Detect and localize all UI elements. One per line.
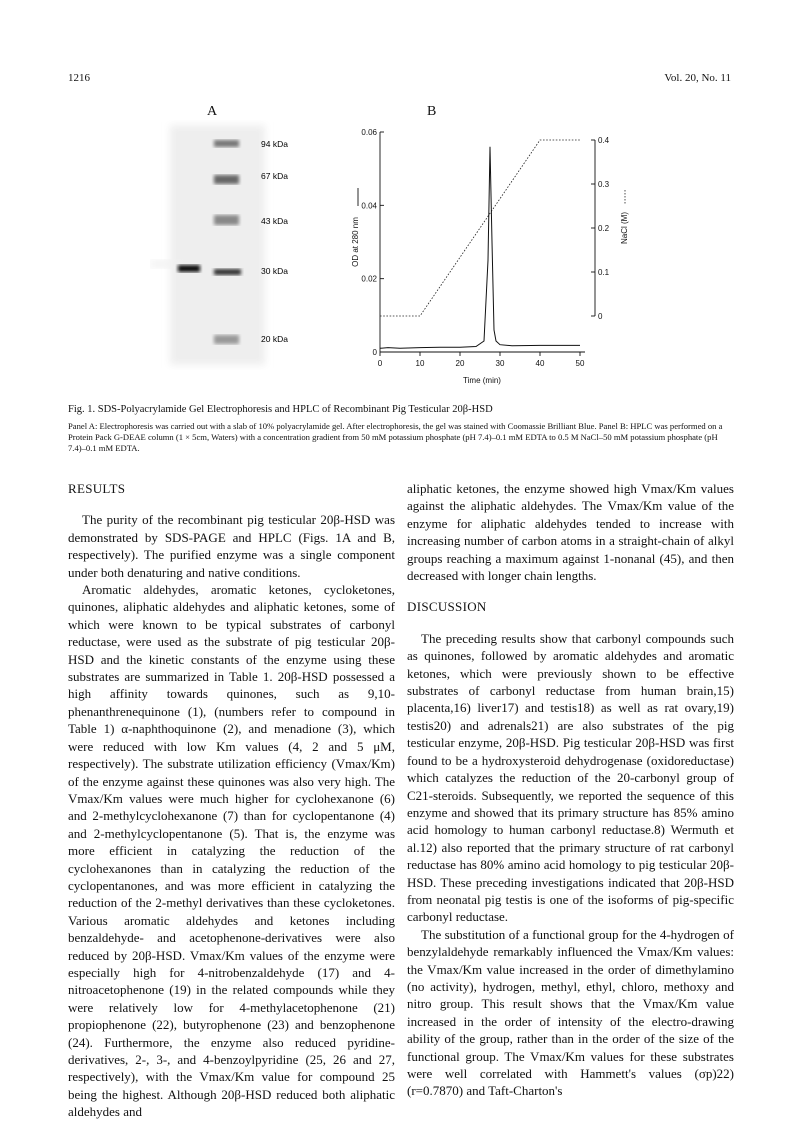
left-column xyxy=(68,480,395,1121)
x-tick-label: 20 xyxy=(455,359,465,368)
band-43kda xyxy=(214,215,239,225)
marker-label: 67 kDa xyxy=(261,171,288,181)
paragraph: Aromatic aldehydes, aromatic ketones, cycloketones, quinones, aliphatic aldehydes and aliphatic ketones, some of which were known to be typical substrates of carbonyl reductase, were used as the substrate of pig testicular 20β-HSD and the kinetic constants of the enzyme using these substrates are summarized in Table 1. 20β-HSD possessed a high affinity towards quinones, such as 9,10-phenanthrenequinone (1), (numbers refer to compound in Table 1) α-naphthoquinone (2), and menadione (3), which were reduced with low Km values (4, 2 and 5 μM, respectively). The substrate utilization efficiency (Vmax/Km) of the enzyme against these quinones was also very high. The Vmax/Km values were much higher for cyclohexanone (6) and 2-methylcyclohexanone (7) than for cyclopentanone (4) and 2-methylcyclopentanone (5). That is, the enzyme was more efficient in catalyzing the reduction of the cyclohexanones than in catalyzing the reduction of the cyclopentanones, and was more efficient in catalyzing the reduction of the 2-methyl derivatives than these cycloketones. Various aromatic aldehydes and ketones including benzaldehyde- and acetophenone-derivatives were also reduced by 20β-HSD. Vmax/Km values of the enzyme were especially high for 4-nitrobenzaldehyde (17) and 4-nitroacetophenone (19) in the related compounds while they were relatively low for 4-methylacetophenone (21) propiophenone (22), butyrophenone (23) and benzophenone (24). Furthermore, the enzyme also reduced pyridine-derivatives, 2-, 3-, and 4-benzoylpyridine (25, 26 and 27, respectively), with the Vmax/Km value for compound 25 being the highest. Although 20β-HSD reduced both aliphatic aldehydes and xyxy=(68,582,395,1120)
figure-legend: Panel A: Electrophoresis was carried out with a slab of 10% polyacrylamide gel. After electrophoresis, the gel was stained with Coomassie Brilliant Blue. Panel B: HPLC was performed on a Protein Pack G-DEAE column (1 × 5cm, Waters) with a concentration gradient from 50 mM potassium phosphate (pH 7.4)–0.1 mM EDTA to 0.5 M NaCl–50 mM potassium phosphate (pH 7.4)–0.1 mM EDTA. xyxy=(68,421,723,453)
y2-tick-label: 0 xyxy=(598,312,603,321)
nacl-gradient-line xyxy=(380,140,580,316)
panel-a-label: A xyxy=(207,104,218,119)
figure-caption: Fig. 1. SDS-Polyacrylamide Gel Electrophoresis and HPLC of Recombinant Pig Testicular 20β-HSD xyxy=(68,404,493,415)
x-axis-label: Time (min) xyxy=(463,376,501,385)
marker-label: 30 kDa xyxy=(261,266,288,276)
y-tick-label: 0.04 xyxy=(361,201,377,211)
marker-label: 43 kDa xyxy=(261,216,288,226)
x-tick-label: 10 xyxy=(415,359,425,368)
volume-info: Vol. 20, No. 11 xyxy=(664,72,731,84)
hplc-chart xyxy=(330,120,630,400)
gel-image xyxy=(150,120,320,370)
x-tick-label: 0 xyxy=(377,359,383,368)
sample-band xyxy=(178,265,200,272)
right-column xyxy=(407,480,734,1100)
page-number: 1216 xyxy=(68,72,90,84)
band-67kda xyxy=(214,175,239,184)
x-tick-label: 50 xyxy=(575,359,585,368)
y2-tick-label: 0.2 xyxy=(598,224,610,233)
y2-axis-label: NaCl (M) xyxy=(620,212,629,244)
x-tick-label: 30 xyxy=(495,359,505,368)
band-94kda xyxy=(214,140,239,147)
band-20kda xyxy=(214,335,239,344)
y2-tick-label: 0.4 xyxy=(598,136,610,145)
y-axis-label: OD at 280 nm xyxy=(351,217,360,267)
y2-tick-label: 0.1 xyxy=(598,268,610,277)
y-tick-label: 0 xyxy=(372,348,377,357)
panel-b-label: B xyxy=(427,104,437,119)
od-280-trace xyxy=(380,147,580,349)
paragraph: The purity of the recombinant pig testicular 20β-HSD was demonstrated by SDS-PAGE and HPLC (Figs. 1A and B, respectively). The purified enzyme was a single component under both denaturing and native conditions. xyxy=(68,512,395,580)
marker-label: 94 kDa xyxy=(261,139,288,149)
results-heading: RESULTS xyxy=(68,481,126,496)
y-tick-label: 0.06 xyxy=(361,128,377,137)
y2-tick-label: 0.3 xyxy=(598,180,610,189)
paragraph: The preceding results show that carbonyl compounds such as quinones, followed by aromatic aldehydes and aromatic ketones, which were previously shown to be effective substrates of carbonyl reductase from human brain,15) placenta,16) liver17) and testis18) as well as rat ovary,19) testis20) and adrenals21) are also substrates of the pig testicular enzyme, 20β-HSD. Pig testicular 20β-HSD was first found to be a hydroxysteroid dehydrogenase (oxidoreductase) which catalyzes the reduction of the 20-carbonyl group of C21-steroids. Subsequently, we reported the sequence of this enzyme and showed that its primary structure has 85% amino acid homology to human carbonyl reductase.8) Wermuth et al.12) also reported that the primary structure of rat carbonyl reductase has 80% amino acid homology to pig testicular 20β-HSD. These preceding investigations indicated that 20β-HSD from neonatal pig testis is one of the isoforms of pig-specific carbonyl reductase. xyxy=(407,630,734,925)
marker-label: 20 kDa xyxy=(261,334,288,344)
paragraph: The substitution of a functional group for the 4-hydrogen of benzylaldehyde remarkably influenced the Vmax/Km values: the Vmax/Km value increased in the order of dimethylamino (no activity), hydrogen, methyl, ethyl, chloro, methoxy and nitro group. This result shows that the Vmax/Km value increased in the order of intensity of the electro-drawing ability of the group, rather than in the order of the size of the functional group. The Vmax/Km values for these substrates were well correlated with Hammett's values (σp)22) (r=0.7870) and Taft-Charton's xyxy=(407,926,734,1099)
discussion-heading: DISCUSSION xyxy=(407,599,487,615)
band-30kda xyxy=(214,269,241,275)
x-tick-label: 40 xyxy=(535,359,545,368)
y-tick-label: 0.02 xyxy=(361,274,377,284)
paragraph: aliphatic ketones, the enzyme showed high Vmax/Km values against the aliphatic aldehydes. The Vmax/Km value of the enzyme for aliphatic aldehydes tended to increase with increasing number of carbon atoms in a straight-chain of alkyl groups reaching a maximum against 1-nonanal (45), and then decreased with longer chain lengths. xyxy=(407,481,734,584)
